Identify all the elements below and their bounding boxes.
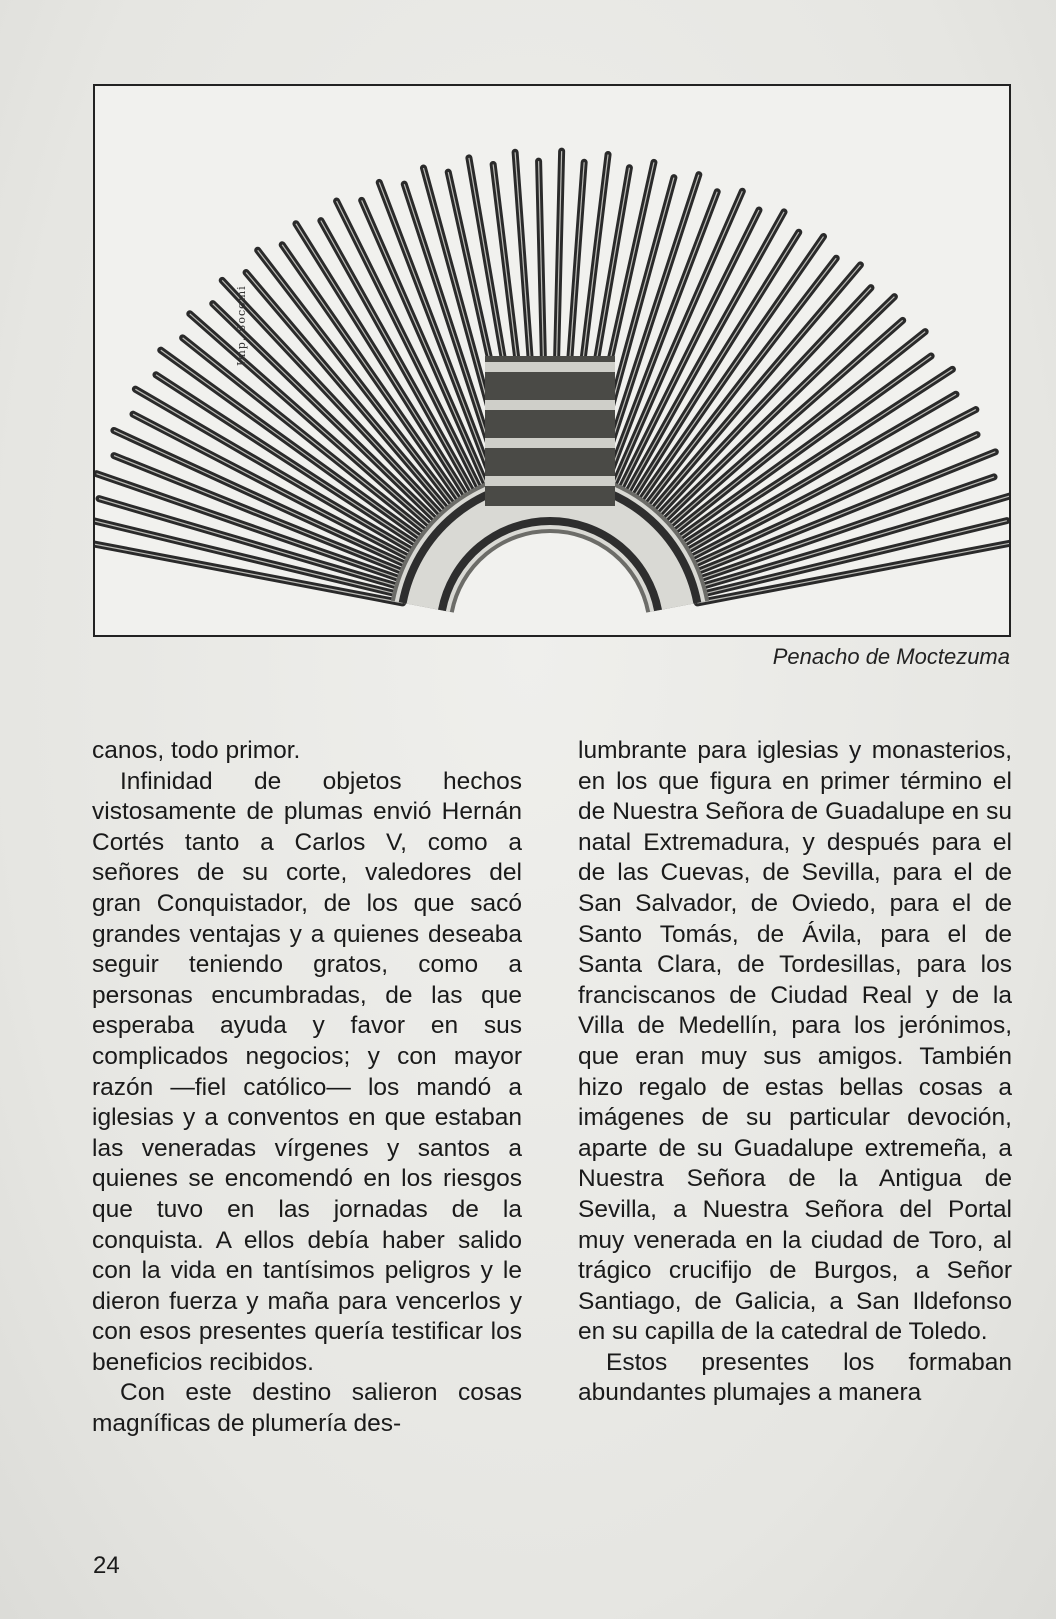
paragraph: Con este destino salieron cosas magníficas de plumería des- (92, 1379, 522, 1438)
printer-mark: Imp. Socomi (235, 285, 248, 366)
crown-band (485, 400, 615, 410)
crown-band (485, 476, 615, 486)
paragraph: Estos presentes los formaban abundantes plumajes a manera (578, 1348, 1012, 1407)
crown-band (485, 438, 615, 448)
paragraph: Infinidad de objetos hechos vistosamente de plumas envió Hernán Cortés tanto a Carlos V, como a señores de su corte, valedores del gran Conquistador, de los que sacó grandes ventajas y a quienes deseaba seguir teniendo gratos, como a personas encumbradas, de las que esperaba ayuda y favor en sus complicados negocios; y con mayor razón —fiel católico— los mandó a iglesias y a conventos en que estaban las veneradas vírgenes y santos a quienes se encomendó en los riesgos que tuvo en las jornadas de la conquista. A ellos debía haber salido con la vida en tantísimos peligros y le dieron fuerza y maña para vencerlos y con esos presentes quería testificar los beneficios recibidos. (92, 767, 522, 1376)
feather-shaft (97, 474, 409, 582)
crown-band (485, 362, 615, 372)
page-number: 24 (93, 1552, 120, 1579)
figure-caption: Penacho de Moctezuma (772, 644, 1010, 669)
left-column (92, 736, 522, 1440)
paragraph: canos, todo primor. (92, 737, 301, 764)
illustration-frame (93, 84, 1011, 637)
penacho-illustration (95, 86, 1009, 635)
right-column (578, 736, 1012, 1409)
paragraph: lumbrante para iglesias y monasterios, en los que figura en primer término el de Nuestra Señora de Guadalupe en su natal Extremadura, y después para el de las Cuevas, de Sevilla, para el de San Salvador, de Oviedo, para el de Santo Tomás, de Ávila, para el de Santa Clara, de Tordesillas, para los franciscanos de Ciudad Real y de la Villa de Medellín, para los jerónimos, que eran muy sus amigos. También hizo regalo de estas bellas cosas a imágenes de su particular devoción, aparte de su Guadalupe extremeña, a Nuestra Señora de la Antigua de Sevilla, a Nuestra Señora del Portal muy venerada en la ciudad de Toro, al trágico crucifijo de Burgos, a Señor Santiago, de Galicia, a San Ildefonso en su capilla de la catedral de Toledo. (578, 737, 1012, 1346)
band-inner (422, 501, 677, 607)
